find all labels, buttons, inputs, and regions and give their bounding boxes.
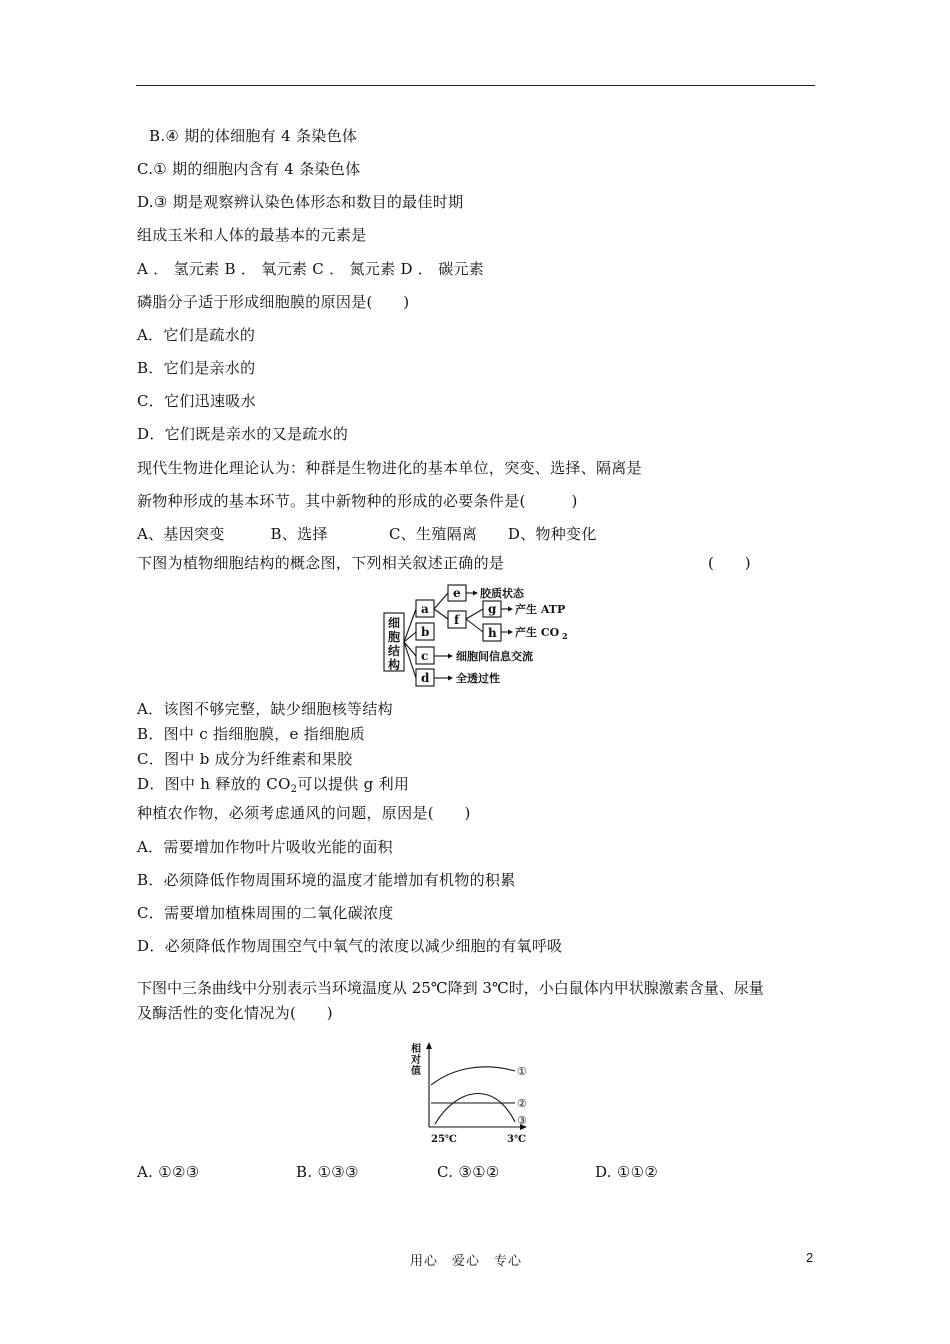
option-d: D．必须降低作物周围空气中氧气的浓度以减少细胞的有氧呼吸 [137, 937, 563, 955]
question-stem: 种植农作物，必须考虑通风的问题，原因是( ) [137, 804, 471, 822]
curve-1 [431, 1067, 515, 1085]
label-co2-sub: 2 [562, 631, 568, 641]
option-d: D．图中 h 释放的 $CO_2$可以提供 g 利用 [137, 775, 410, 795]
final-option-a: A. ①②③ [137, 1163, 200, 1181]
label-colloid: 胶质状态 [480, 587, 524, 600]
final-option-d: D. ①①② [595, 1163, 659, 1181]
curve-chart [405, 1040, 540, 1148]
answer-brackets: ( ) [708, 554, 751, 572]
y-axis-char: 对 [411, 1055, 421, 1066]
page-number: 2 [806, 1250, 814, 1265]
final-option-c: C. ③①② [437, 1163, 500, 1181]
root-char: 胞 [388, 630, 401, 644]
node-b: b [421, 625, 430, 639]
option-a: A．它们是疏水的 [137, 326, 256, 344]
option-c: C．图中 b 成分为纤维素和果胶 [137, 750, 353, 768]
question-stem: 下图为植物细胞结构的概念图，下列相关叙述正确的是 [137, 554, 505, 572]
question-stem: 下图中三条曲线中分别表示当环境温度从 25℃降到 3℃时，小白鼠体内甲状腺激素含量、尿量 [137, 979, 764, 997]
question-stem: 现代生物进化理论认为：种群是生物进化的基本单位，突变、选择、隔离是 [137, 459, 642, 477]
concept-map [380, 580, 580, 692]
curve-label-3: ③ [517, 1114, 527, 1127]
option-d: D．它们既是亲水的又是疏水的 [137, 425, 349, 443]
curve-label-2: ② [517, 1097, 527, 1110]
node-g: g [488, 602, 497, 616]
option-row: A ． 氢元素 B ． 氧元素 C ． 氮元素 D ． 碳元素 [137, 260, 485, 278]
label-atp: 产生 ATP [515, 603, 566, 616]
final-option-b: B. ①③③ [296, 1163, 359, 1181]
question-stem: 及酶活性的变化情况为( ) [137, 1004, 333, 1022]
question-stem: 新物种形成的基本环节。其中新物种的形成的必要条件是( ) [137, 492, 578, 510]
footer-slogan: 用心 爱心 专心 [410, 1254, 523, 1269]
node-a: a [421, 602, 429, 616]
text-line: B.④ 期的体细胞有 4 条染色体 [149, 127, 358, 145]
text-line: D.③ 期是观察辨认染色体形态和数目的最佳时期 [137, 193, 464, 211]
header-rule [136, 85, 815, 86]
option-a: A．该图不够完整，缺少细胞核等结构 [137, 700, 393, 718]
node-e: e [453, 586, 461, 600]
option-c: C．需要增加植株周围的二氧化碳浓度 [137, 904, 394, 922]
question-stem: 组成玉米和人体的最基本的元素是 [137, 226, 367, 244]
y-axis-char: 相 [411, 1044, 421, 1055]
option-row: A、基因突变 B、选择 C、生殖隔离 D、物种变化 [137, 525, 597, 543]
node-d: d [421, 671, 430, 685]
curve-label-1: ① [517, 1065, 527, 1078]
x-tick-25: 25℃ [431, 1134, 457, 1145]
option-a: A．需要增加作物叶片吸收光能的面积 [137, 838, 393, 856]
x-tick-3: 3℃ [507, 1134, 526, 1145]
node-h: h [488, 626, 497, 640]
label-signal: 细胞间信息交流 [456, 650, 533, 663]
option-c: C．它们迅速吸水 [137, 392, 256, 410]
node-c: c [421, 649, 429, 663]
text-line: C.① 期的细胞内含有 4 条染色体 [137, 160, 361, 178]
question-stem: 磷脂分子适于形成细胞膜的原因是( ) [137, 293, 410, 311]
label-permeability: 全透过性 [456, 672, 500, 685]
label-co2: 产生 CO [515, 626, 560, 639]
curve-3 [435, 1094, 515, 1124]
node-f: f [454, 613, 460, 627]
option-b: B．图中 c 指细胞膜，e 指细胞质 [137, 725, 366, 743]
root-char: 结 [388, 644, 401, 658]
root-char: 细 [388, 616, 401, 630]
option-b: B．必须降低作物周围环境的温度才能增加有机物的积累 [137, 871, 516, 889]
option-b: B．它们是亲水的 [137, 359, 256, 377]
root-char: 构 [388, 658, 401, 672]
y-axis-char: 值 [411, 1066, 421, 1077]
